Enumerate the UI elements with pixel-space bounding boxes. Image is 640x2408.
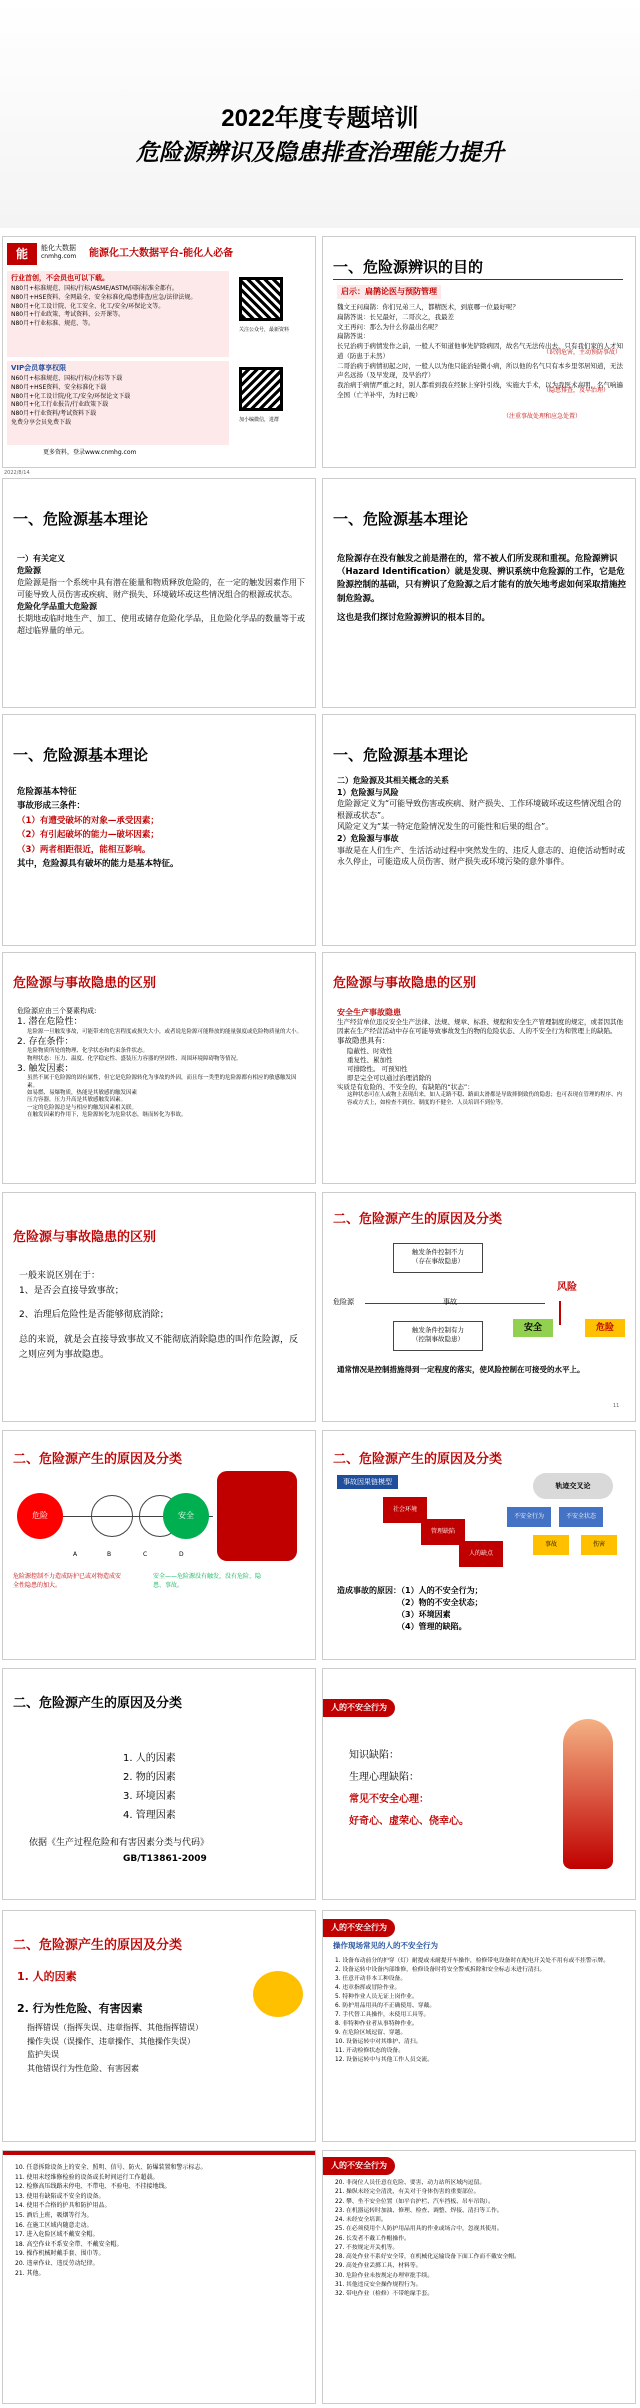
list-item: 13. 使用有缺陷或不安全的设备。 bbox=[15, 2192, 105, 2200]
list-item: 9. 在危险区域逗留、穿越。 bbox=[335, 2029, 407, 2036]
bullet: 物理状态：压力、温度、化学稳定性、盛装压力容器的坚固性、周围环境障碍物等情况。 bbox=[27, 1055, 242, 1062]
list-item: 25. 在必须使用个人防护用品用具的作业或场合中，忽视其使用。 bbox=[335, 2226, 503, 2233]
slide-difference-3 bbox=[2, 1192, 316, 1422]
bullet: 好奇心、虚荣心、侥幸心。 bbox=[349, 1816, 469, 1827]
box-label: （存在事故隐患） bbox=[412, 1257, 464, 1266]
chain-block: 人的缺点 bbox=[459, 1541, 503, 1567]
slide-cause-3 bbox=[322, 1430, 636, 1660]
paragraph: 我治病于病情严重之时，别人都看到我在经脉上穿针引线，实施大手术，以为我医术高明，名气响遍全国（亡羊补牢，为时已晚） bbox=[337, 381, 623, 399]
bullet: 1）危险源与风险 bbox=[337, 787, 399, 797]
subheading: 1. 人的因素 bbox=[17, 1970, 77, 1983]
paragraph: 扁鹊答说： bbox=[337, 332, 370, 341]
brand-site: cnmhg.com bbox=[41, 253, 77, 260]
paragraph: 长兄治病于病情发作之前，一般人不知道他事先铲除病因，故名气无法传出去，只有我们家的人才知道（防患于未然） bbox=[337, 342, 623, 360]
list-item: 14. 使用不合格的护具和防护用品。 bbox=[15, 2202, 111, 2210]
subheading: 操作现场常见的人的不安全行为 bbox=[333, 1941, 438, 1950]
list-item: 23. 在机器运转时加油、修理、检查、调整、焊接、清扫等工作。 bbox=[335, 2207, 503, 2214]
slide-heading: 危险源与事故隐患的区别 bbox=[13, 976, 157, 991]
bullet: 实质是有危险的、不安全的，有缺陷的“状态”： bbox=[337, 1083, 474, 1092]
list-item: 18. 高空作业不系安全带、不戴安全帽。 bbox=[15, 2240, 123, 2248]
paragraph: 危险源存在没有触发之前是潜在的，常不被人们所发现和重视。危险源辨识（Hazard Identification）就是发现、辨识系统中危险源的工作，它是危险源控制的基础，只有辨识了危险源之后才能有的放矢地考虑如何采取措施控制危险源。 bbox=[337, 554, 627, 604]
list-item: 17. 进入危险区域不戴安全帽。 bbox=[15, 2231, 99, 2239]
chain-block: 不安全状态 bbox=[559, 1507, 603, 1527]
diagram-box bbox=[393, 1243, 483, 1273]
vip-line: 免费分享会员免费下载 bbox=[11, 418, 72, 426]
info-line: N80月+行业标准、规范、等。 bbox=[11, 319, 95, 327]
box-label: 触发条件控制有力 bbox=[412, 1326, 464, 1334]
annotation: （隐患排查，及早治理） bbox=[543, 387, 610, 394]
qr-caption: 关注公众号，最新资料 bbox=[239, 327, 290, 333]
bullet: 如易燃、易爆物质，热能是其敏感的触发因素 bbox=[27, 1089, 138, 1096]
list-item: 15. 酒后上班，吸烟等行为。 bbox=[15, 2211, 93, 2219]
list-item: 6. 防护用品用具的不正确使用、穿戴。 bbox=[335, 2002, 436, 2009]
diagram-box bbox=[393, 1321, 483, 1351]
box-label: （控制事故隐患） bbox=[412, 1335, 464, 1344]
vip-heading: VIP会员尊享权限 bbox=[11, 364, 67, 372]
axis-label: D bbox=[179, 1551, 184, 1558]
list-item: 2. 设备运转中设备内部维修，检修设备时将安全警戒拆除和安全标志未进行清扫。 bbox=[335, 1966, 546, 1973]
slide-heading: 二、危险源产生的原因及分类 bbox=[13, 1696, 183, 1711]
list-item: 8. 非特种作业者从事特种作业。 bbox=[335, 2020, 418, 2027]
paragraph: 扁鹊答说：长兄最好，二哥次之，我最差 bbox=[337, 312, 454, 321]
chain-block: 社会环境 bbox=[383, 1497, 427, 1523]
axis-label: A bbox=[73, 1551, 78, 1558]
bullet: 操作失误（误操作、违章操作、其他操作失误） bbox=[27, 2036, 195, 2046]
list-item: 31. 其他违反安全操作规程行为。 bbox=[335, 2281, 422, 2288]
list-item: 2. 物的因素 bbox=[123, 1772, 176, 1783]
bullet: 事故是在人们生产、生活活动过程中突然发生的、违反人意志的、迫使活动暂时或永久停止，可能造成人员伤害、财产损失或环境污染的意外事件。 bbox=[337, 845, 625, 867]
list-item: 3. 任意开动非本工种设备。 bbox=[335, 1975, 407, 1982]
bullet: 危险物质所处的物理、化学状态和约束条件状态。 bbox=[27, 1048, 149, 1055]
bullet: 生理心理缺陷： bbox=[349, 1772, 419, 1783]
bullet: 可排除性。 bbox=[347, 1065, 380, 1074]
bullet: 危险源一旦触发事故，可能带来的危害程度或损失大小，或者说危险源可能释放的能量强度或危险物质量的大小。 bbox=[27, 1028, 303, 1035]
qr-code-icon bbox=[239, 367, 283, 411]
list-item: 26. 长发者不戴工作帽操作。 bbox=[335, 2235, 410, 2242]
slide-heading: 一、危险源辨识的目的 bbox=[333, 258, 484, 276]
qr-caption: 加小编微信，进群 bbox=[239, 417, 280, 423]
brand-name: 能化大数据 bbox=[41, 244, 76, 252]
list-item: 32. 带电作业（检修）不带绝缘手套。 bbox=[335, 2291, 434, 2298]
bullet: （3）两者相距很近，能相互影响。 bbox=[17, 844, 151, 855]
cloud-label: 轨迹交叉论 bbox=[533, 1473, 613, 1499]
danger-circle: 危险 bbox=[17, 1493, 63, 1539]
slide-theory-2 bbox=[322, 478, 636, 708]
section-tag: 人的不安全行为 bbox=[323, 1919, 395, 1937]
slide-heading: 一、危险源基本理论 bbox=[333, 746, 469, 764]
vip-line: N80月+化工设计院/化工/安全/环保论文下载 bbox=[11, 392, 131, 400]
list-item: 22. 攀、坐不安全位置（如平台护栏、汽车挡板、吊车吊钩）。 bbox=[335, 2198, 494, 2205]
bullet: 事故隐患具有： bbox=[337, 1036, 390, 1046]
paragraph: 文王再问：那么为什么你最出名呢？ bbox=[337, 322, 441, 331]
subheading: 一）有关定义 bbox=[17, 554, 65, 563]
human-body-icon bbox=[563, 1719, 613, 1869]
diagram-label: 危险源 bbox=[333, 1298, 354, 1306]
subheading: 2. 行为性危险、有害因素 bbox=[17, 2002, 143, 2015]
page-subtitle: 危险源辨识及隐患排查治理能力提升 bbox=[136, 139, 504, 165]
paragraph: 这也是我们探讨危险源辨识的根本目的。 bbox=[337, 612, 491, 623]
bullet: （4）管理的缺陷。 bbox=[397, 1622, 467, 1631]
page-title: 2022年度专题培训 bbox=[221, 105, 419, 132]
bullet: 2. 存在条件： bbox=[17, 1037, 74, 1047]
bullet: 可预知性 bbox=[381, 1065, 408, 1074]
safe-label: 安全 bbox=[513, 1319, 553, 1337]
info-line: N80月+标准规范、国标/行标/ASME/ASTM/国际标准全都有。 bbox=[11, 285, 178, 293]
info-line: N80月+HSE资料、全网最全、安全标准化/隐患排查/应急/法律法规。 bbox=[11, 293, 197, 301]
list-item: 4. 管理因素 bbox=[123, 1810, 176, 1821]
list-item: 10. 设备运转中对其维护、清扫。 bbox=[335, 2038, 422, 2045]
caption: 危险源控制不力造成防护已或对物造成安全性隐患的加大。 bbox=[13, 1573, 122, 1589]
vip-line: N80月+HSE资料、安全标准化下载 bbox=[11, 383, 107, 391]
list-item: 10. 任意拆除设备上的安全、照明、信号、防火、防爆装置和警示标志。 bbox=[15, 2164, 207, 2171]
slide-heading: 危险源与事故隐患的区别 bbox=[333, 976, 477, 991]
section-tag: 人的不安全行为 bbox=[323, 1699, 395, 1717]
subheading: 危险化学品重大危险源 bbox=[17, 602, 97, 611]
bullet: （2）物的不安全状态； bbox=[397, 1598, 483, 1607]
bullet: 这种状态可在人或物上表现出来，如人走路不稳、路面太滑都是导致摔倒致伤的隐患；也可表现在管理的程序、内容或方式上，如检查不到位、制度的不健全、人员培训不到位等。 bbox=[347, 1092, 623, 1107]
qr-code-icon bbox=[239, 277, 283, 321]
vip-line: N80月+行业资料/考试资料下载 bbox=[11, 409, 97, 417]
bullet: 事故形成三条件： bbox=[17, 801, 86, 812]
paragraph: 通常情况是控制措施得到一定程度的落实，使风险控制在可接受的水平上。 bbox=[337, 1365, 585, 1374]
vip-line: N60月+标准规范、国标/行标/企标等下载 bbox=[11, 375, 123, 383]
bullet: 在触发因素的作用下，危险源转化为危险状态，继而转化为事故。 bbox=[27, 1112, 187, 1119]
platform-title: 能源化工大数据平台-能化人必备 bbox=[89, 248, 234, 259]
caption: 安全——危险源没有触发，没有危险、隐患、事故。 bbox=[153, 1573, 262, 1589]
bullet: 其他错误行为性危险、有害因素 bbox=[27, 2063, 139, 2073]
danger-label: 危险 bbox=[585, 1319, 625, 1337]
bullet: 重复性、累加性 bbox=[347, 1055, 393, 1064]
list-item: 1. 设备布动前分的护穿（灯）耐提或未耐提开车操作，检修带电设备时在配电开关处不用有或不挂警示牌。 bbox=[335, 1958, 610, 1964]
bullet: 虽然不属于危险源的固有属性，但它是危险源转化为事故的外因，而且每一类型的危险源都有相应的敏感触发因素。 bbox=[27, 1075, 297, 1089]
slide-heading: 二、危险源产生的原因及分类 bbox=[13, 1452, 183, 1467]
behavior-list bbox=[335, 1957, 627, 2065]
list-item: 3. 环境因素 bbox=[123, 1791, 176, 1802]
slide-heading: 二、危险源产生的原因及分类 bbox=[13, 1938, 183, 1953]
bullet: 指挥错误（指挥失误、违章指挥、其他指挥错误） bbox=[27, 2023, 203, 2032]
list-item: 29. 高处作业丢掷工具、材料等。 bbox=[335, 2263, 422, 2270]
list-item: 5. 特种作业人员无证上岗作业。 bbox=[335, 1993, 418, 2000]
dynamite-icon bbox=[217, 1471, 297, 1561]
bullet: 一定的危险源总是与相应的触发因素相关联。 bbox=[27, 1104, 138, 1111]
list-item: 24. 未经安全培训。 bbox=[335, 2217, 387, 2224]
bullet: 其中，危险源具有破坏的能力是基本特征。 bbox=[17, 859, 179, 870]
risk-label: 风险 bbox=[557, 1282, 577, 1293]
paragraph: 二哥治病于病情初起之时，一般人以为他只能治轻微小病，所以他的名气只有本乡里邻居知道，无法声名远扬（及早发现，及早治疗） bbox=[337, 361, 623, 380]
list-item: 12. 检修高压线路未停电、不带电、不验电、不挂接地线。 bbox=[15, 2183, 171, 2191]
list-item: 1. 人的因素 bbox=[123, 1753, 176, 1764]
paragraph: 长期地或临时地生产、加工、使用或储存危险化学品，且危险化学品的数量等于或超过临界量的单元。 bbox=[17, 614, 305, 635]
list-item: 16. 在施工区域内随意走动。 bbox=[15, 2221, 93, 2229]
bullet: （3）环境因素 bbox=[397, 1610, 451, 1619]
slide-purpose bbox=[322, 236, 636, 468]
slide-heading: 二、危险源产生的原因及分类 bbox=[333, 1452, 503, 1467]
slide-heading: 一、危险源基本理论 bbox=[13, 510, 149, 528]
bullet: 风险定义为“某一特定危险情况发生的可能性和后果的组合”。 bbox=[337, 822, 554, 832]
slide-theory-1 bbox=[2, 478, 316, 708]
date-stamp: 2022/8/14 bbox=[4, 470, 30, 476]
bullet: 总的来说，就是会直接导致事故又不能彻底消除隐患的叫作危险源，反之则应列为事故隐患。 bbox=[19, 1334, 299, 1361]
bullet: 二）危险源及其相关概念的关系 bbox=[337, 776, 449, 785]
slide-cause-4 bbox=[2, 1668, 316, 1900]
paragraph: 危险源是指一个系统中具有潜在能量和物质释放危险的，在一定的触发因素作用下可能导致人员伤害或疾病、财产损失、环境破坏或这些情况组合的根源或状态。 bbox=[17, 578, 305, 599]
axis-label: C bbox=[143, 1551, 148, 1558]
section-tag: 人的不安全行为 bbox=[323, 2157, 395, 2175]
annotation: （识别危害，主动预防事故） bbox=[543, 349, 622, 356]
list-item: 7. 手代替工具操作，未使用工具等。 bbox=[335, 2011, 430, 2018]
list-item: 12. 设备运转中与其他工作人员交流。 bbox=[335, 2056, 434, 2063]
cartoon-icon bbox=[253, 1971, 303, 2017]
page-number: 11 bbox=[613, 1403, 620, 1409]
chain-block: 事故 bbox=[533, 1535, 569, 1555]
slide-heading: 危险源与事故隐患的区别 bbox=[13, 1230, 157, 1245]
bullet: （1）有遭受破坏的对象—承受因素； bbox=[17, 815, 159, 826]
more-link[interactable]: 更多资料，登录www.cnmhg.com bbox=[43, 449, 137, 456]
tagline: 行业首创，不会员也可以下载。 bbox=[11, 274, 109, 282]
bullet: 一般来说区别在于： bbox=[19, 1271, 101, 1281]
list-item: 30. 危险作业未按规定办理审批手续。 bbox=[335, 2272, 434, 2279]
bullet: 造成事故的原因：（1）人的不安全行为； bbox=[337, 1586, 483, 1595]
slide-ad bbox=[2, 236, 316, 468]
list-item: 11. 开动检修状态的设备。 bbox=[335, 2047, 405, 2054]
list-item: 28. 高处作业不系好安全带，在机械化运输设备下面工作而不戴安全帽。 bbox=[335, 2254, 520, 2261]
bullet: 危险源定义为“可能导致伤害或疾病、财产损失、工作环境破坏或这些情况组合的根源或状态”。 bbox=[337, 799, 622, 820]
diagram-label: 事故 bbox=[443, 1298, 457, 1306]
subheading: 危险源 bbox=[17, 566, 41, 575]
reference: 依据《生产过程危险和有害因素分类与代码》 bbox=[29, 1838, 210, 1848]
info-line: N80月+化工设计院、化工安全、化工/安全/环保论文等。 bbox=[11, 302, 165, 310]
bullet: 2）危险源与事故 bbox=[337, 833, 399, 843]
list-item: 19. 操作机械时戴手套、围巾等。 bbox=[15, 2250, 105, 2258]
list-item: 11. 使用未经维修检验的设备或长时间运行工作超载。 bbox=[15, 2173, 159, 2181]
slide-human-5 bbox=[322, 2150, 636, 2404]
slide-difference-2 bbox=[322, 952, 636, 1184]
logo-icon: 能 bbox=[7, 243, 37, 265]
bullet: 1. 潜在危险性： bbox=[17, 1017, 83, 1028]
chain-block: 管理缺陷 bbox=[421, 1519, 465, 1545]
bullet: 2、治理后危险性是否能够彻底消除； bbox=[19, 1309, 169, 1320]
slide-human-1 bbox=[322, 1668, 636, 1900]
bullet: （2）有引起破坏的能力—破坏因素； bbox=[17, 830, 159, 841]
paragraph: 魏文王问扁鹊：你们兄弟三人，都精医术，到底哪一位最好呢？ bbox=[337, 303, 519, 311]
bullet: 知识缺陷： bbox=[349, 1750, 399, 1761]
bullet: 危险源应由三个要素构成: bbox=[17, 1007, 97, 1015]
bullet: 危险源基本特征 bbox=[17, 787, 77, 797]
bullet: 常见不安全心理： bbox=[349, 1794, 429, 1805]
axis-label: B bbox=[107, 1551, 112, 1558]
info-line: N80月+行业政策、考试资料、公开课等。 bbox=[11, 311, 125, 319]
slide-human-2 bbox=[2, 1910, 316, 2142]
slide-subheading: 启示：扁鹊论医与预防管理 bbox=[337, 285, 441, 299]
behavior-list bbox=[335, 2179, 627, 2299]
behavior-list bbox=[15, 2163, 307, 2278]
reference-code: GB/T13861-2009 bbox=[123, 1854, 207, 1864]
bullet: 生产经营单位违反安全生产法律、法规、规章、标准、规程和安全生产管理制度的规定，或者因其他因素在生产经营活动中存在可能导致事故发生的物的危险状态、人的不安全行为和管理上的缺陷。 bbox=[337, 1018, 623, 1036]
slide-human-3 bbox=[322, 1910, 636, 2142]
bullet: 隐蔽性、时效性 bbox=[347, 1046, 393, 1055]
vip-line: N80月+化工行业报告/行业政策下载 bbox=[11, 401, 109, 409]
slide-heading: 一、危险源基本理论 bbox=[13, 746, 149, 764]
box-label: 触发条件控制不力 bbox=[412, 1248, 464, 1256]
list-item: 4. 违章指挥或冒险作业。 bbox=[335, 1984, 401, 1991]
slide-heading: 一、危险源基本理论 bbox=[333, 510, 469, 528]
slide-theory-4 bbox=[322, 714, 636, 946]
bullet: 监护失误 bbox=[27, 2050, 59, 2060]
chain-block: 伤害 bbox=[581, 1535, 617, 1555]
slide-cause-1 bbox=[322, 1192, 636, 1422]
slide-cause-2 bbox=[2, 1430, 316, 1660]
model-label: 事故因果链模型 bbox=[337, 1475, 398, 1489]
bullet: 即是完全可以通过治理消除的 bbox=[347, 1074, 432, 1083]
bullet: 压力容器，压力升高是其敏感触发因素。 bbox=[27, 1097, 127, 1104]
bullet: 1、是否会直接导致事故； bbox=[19, 1286, 124, 1297]
slide-difference-1 bbox=[2, 952, 316, 1184]
bullet: 安全生产事故隐患 bbox=[337, 1008, 401, 1017]
safe-circle: 安全 bbox=[163, 1493, 209, 1539]
slide-theory-3 bbox=[2, 714, 316, 946]
list-item: 20. 非岗位人员任意在危险、要害、动力站所区域内逗留。 bbox=[335, 2180, 486, 2186]
chain-block: 不安全行为 bbox=[507, 1507, 551, 1527]
slide-heading: 二、危险源产生的原因及分类 bbox=[333, 1212, 503, 1227]
bullet: 3. 触发因素： bbox=[17, 1063, 74, 1074]
list-item: 21. 其他。 bbox=[15, 2269, 45, 2277]
list-item: 27. 不按规定开关机等。 bbox=[335, 2244, 399, 2251]
slide-human-4 bbox=[2, 2150, 316, 2404]
annotation: （注重事故处理和应急处置） bbox=[503, 413, 582, 420]
title-slide bbox=[0, 0, 640, 228]
list-item: 20. 违章作业、违反劳动纪律。 bbox=[15, 2259, 99, 2267]
list-item: 21. 操纵未经完全清洗，有关对于身体伤害的重要部位。 bbox=[335, 2189, 480, 2196]
